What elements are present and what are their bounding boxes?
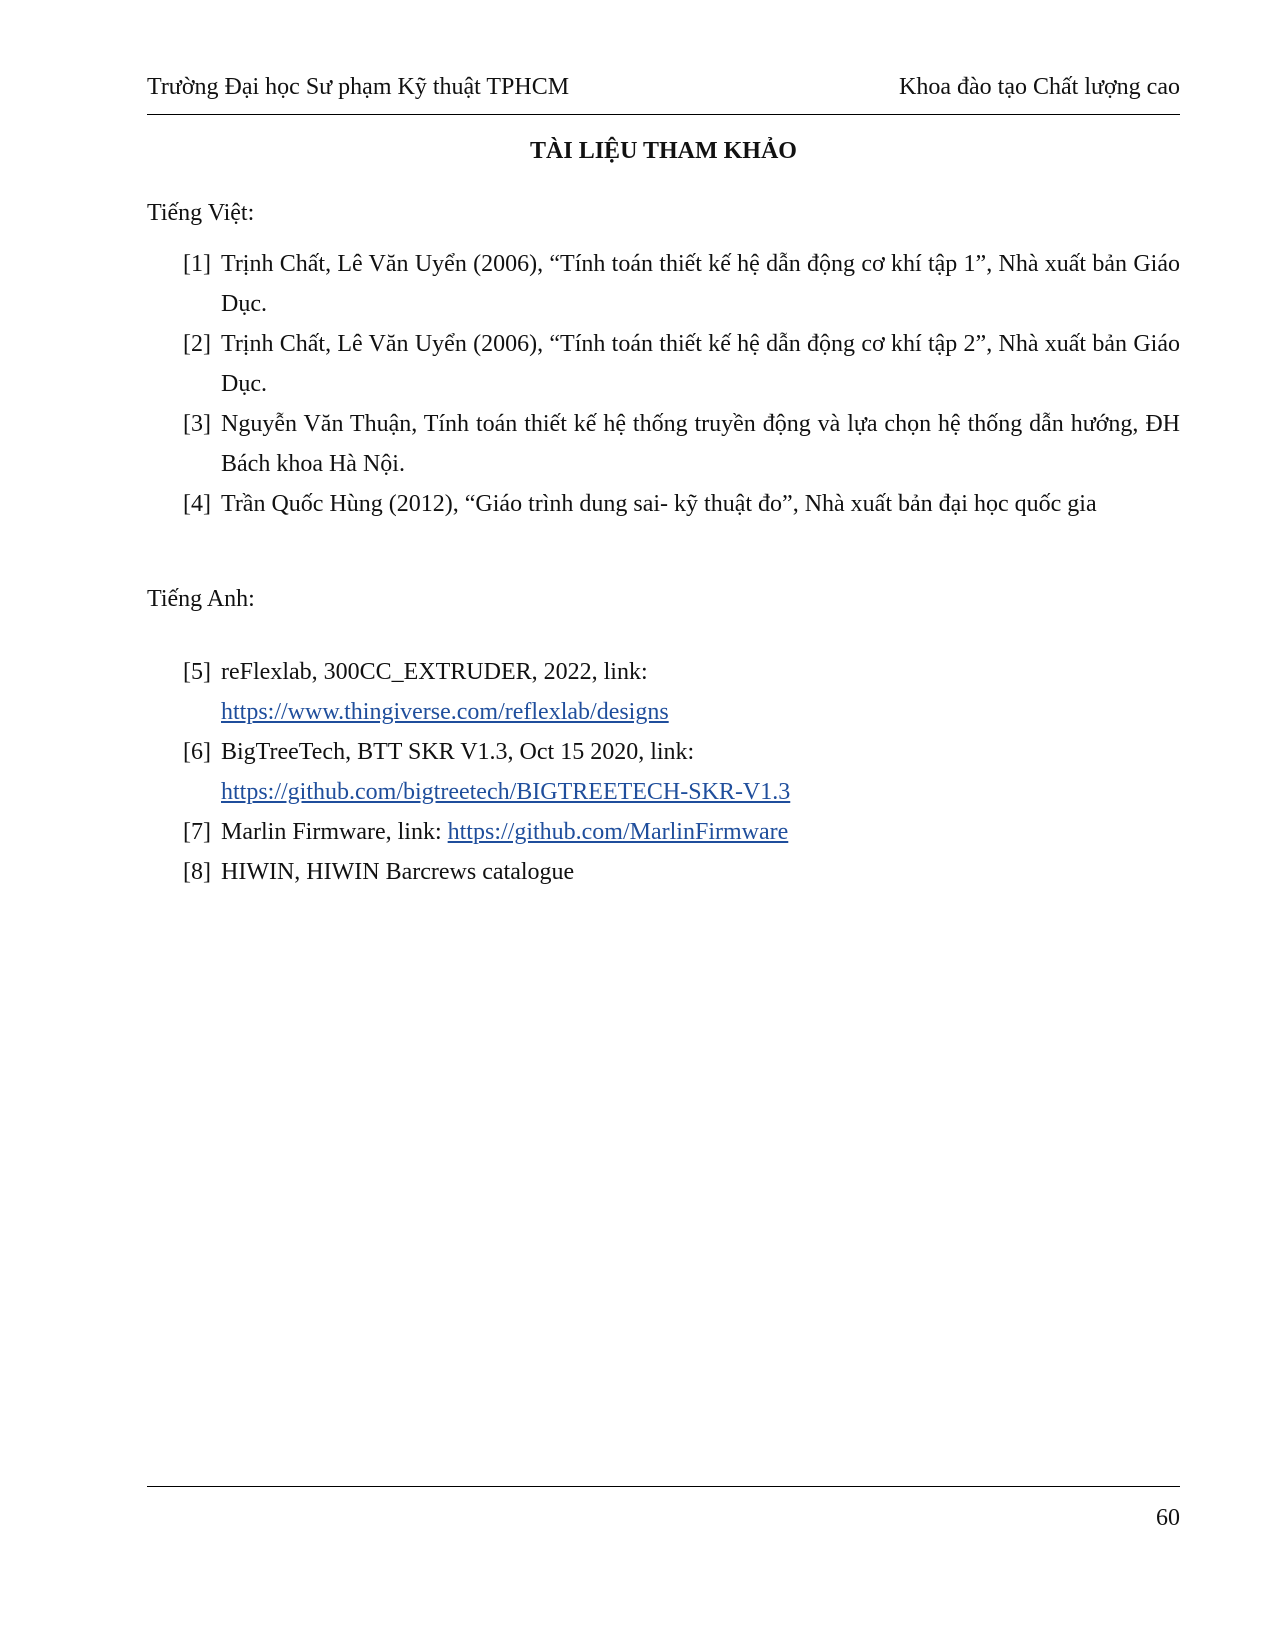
reference-text: Nguyễn Văn Thuận, Tính toán thiết kế hệ thống truyền động và lựa chọn hệ thống dẫn hướng, ĐH Bách khoa Hà Nội. — [221, 411, 1180, 477]
reference-link[interactable]: https://github.com/bigtreetech/BIGTREETECH-SKR-V1.3 — [221, 779, 791, 805]
reference-number: [2] — [183, 331, 211, 357]
reference-text: HIWIN, HIWIN Barcrews catalogue — [221, 859, 575, 885]
footer-divider — [147, 1486, 1180, 1487]
reference-text: BigTreeTech, BTT SKR V1.3, Oct 15 2020, link: — [221, 739, 695, 765]
reference-text: Trần Quốc Hùng (2012), “Giáo trình dung sai- kỹ thuật đo”, Nhà xuất bản đại học quốc gia — [221, 491, 1097, 517]
page-number: 60 — [1156, 1505, 1180, 1531]
reference-number: [8] — [183, 859, 211, 885]
reference-link[interactable]: https://www.thingiverse.com/reflexlab/designs — [221, 699, 669, 725]
page-header — [147, 74, 1180, 114]
reference-item — [183, 244, 1180, 324]
section-heading-english: Tiếng Anh: — [147, 586, 255, 612]
reference-number: [4] — [183, 491, 211, 517]
header-divider — [147, 114, 1180, 115]
reference-number: [3] — [183, 411, 211, 437]
reference-item — [183, 852, 1180, 892]
reference-text: Trịnh Chất, Lê Văn Uyển (2006), “Tính toán thiết kế hệ dẫn động cơ khí tập 2”, Nhà xuất bản Giáo Dục. — [221, 331, 1180, 397]
reference-list-vietnamese — [183, 244, 1180, 524]
reference-item — [183, 404, 1180, 484]
reference-number: [7] — [183, 819, 211, 845]
reference-item — [183, 812, 1180, 852]
reference-text: Trịnh Chất, Lê Văn Uyển (2006), “Tính toán thiết kế hệ dẫn động cơ khí tập 1”, Nhà xuất bản Giáo Dục. — [221, 251, 1180, 317]
header-university: Trường Đại học Sư phạm Kỹ thuật TPHCM — [147, 74, 570, 100]
reference-text: Marlin Firmware, link: — [221, 819, 442, 845]
reference-item — [183, 652, 1180, 732]
reference-list-english — [183, 652, 1180, 892]
section-heading-vietnamese: Tiếng Việt: — [147, 200, 255, 226]
reference-number: [1] — [183, 251, 211, 277]
reference-item — [183, 324, 1180, 404]
page-title: TÀI LIỆU THAM KHẢO — [530, 138, 797, 164]
reference-text: reFlexlab, 300CC_EXTRUDER, 2022, link: — [221, 659, 648, 685]
reference-item — [183, 732, 1180, 812]
reference-link[interactable]: https://github.com/MarlinFirmware — [447, 819, 789, 845]
reference-item — [183, 484, 1180, 524]
reference-number: [6] — [183, 739, 211, 765]
reference-number: [5] — [183, 659, 211, 685]
header-faculty: Khoa đào tạo Chất lượng cao — [899, 74, 1180, 100]
